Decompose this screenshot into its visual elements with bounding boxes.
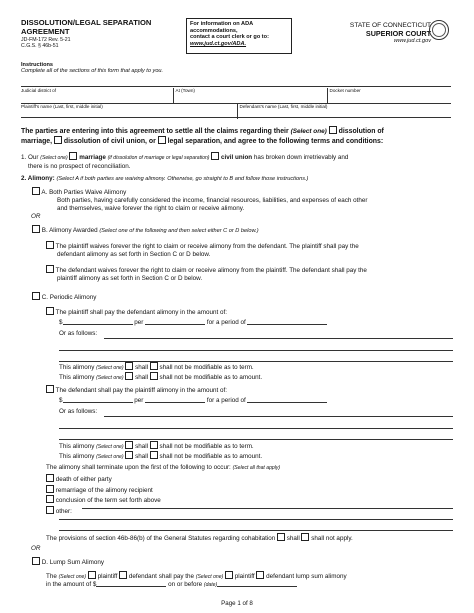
c1-amount-row: $ per for a period of — [59, 319, 384, 327]
option-b2-defendant-waives: The defendant waives forever the right to claim or receive alimony from the plaintiff. The defendant shall pay the plaintiff alimony as set forth in Section C or D below. — [46, 265, 456, 283]
term-other-line[interactable] — [82, 508, 453, 509]
c1-per-input[interactable] — [145, 319, 205, 325]
term-other-line-3[interactable] — [59, 530, 453, 531]
form-title: DISSOLUTION/LEGAL SEPARATION AGREEMENT — [21, 18, 152, 36]
dissolution-civil-union-checkbox[interactable] — [54, 136, 62, 144]
item-1-breakdown: 1. Our (Select one) marriage (if dissolution of marriage or legal separation) civil union has broken down irretrievably and there is no prospect of reconciliation. — [21, 154, 349, 170]
c1-plaintiff-pays: The plaintiff shall pay the defendant alimony in the amount of: — [46, 307, 227, 317]
court-header: STATE OF CONNECTICUT SUPERIOR COURT www.jud.ct.gov — [311, 22, 431, 45]
marriage-checkbox[interactable] — [69, 152, 77, 160]
c2-follows-line-2[interactable] — [59, 428, 453, 429]
lump-payer-defendant-checkbox[interactable] — [119, 571, 127, 579]
c1-checkbox[interactable] — [46, 307, 54, 315]
case-info-fields — [21, 86, 451, 118]
term-other-checkbox[interactable] — [46, 506, 54, 514]
cohab-shall-not-checkbox[interactable] — [301, 533, 309, 541]
lump-payee-defendant-checkbox[interactable] — [256, 571, 264, 579]
civil-union-checkbox[interactable] — [211, 152, 219, 160]
cohabitation-provision: The provisions of section 46b-86(b) of the General Statutes regarding cohabitation shall shall not apply. — [46, 535, 353, 542]
c2-modifiable-amount: This alimony (Select one) shall shall not be modifiable as to amount. — [59, 453, 263, 460]
state-seal-icon — [429, 20, 449, 40]
c2-defendant-pays: The defendant shall pay the plaintiff alimony in the amount of: — [46, 385, 227, 395]
c1-term-shall-not-checkbox[interactable] — [150, 362, 158, 370]
c2-amount-shall-not-checkbox[interactable] — [150, 451, 158, 459]
c1-amount-shall-checkbox[interactable] — [125, 372, 133, 380]
option-d-lump-sum: D. Lump Sum Alimony — [32, 557, 104, 567]
term-conclusion-checkbox[interactable] — [46, 495, 54, 503]
c2-amount-shall-checkbox[interactable] — [125, 451, 133, 459]
c2-follows-line[interactable] — [104, 416, 453, 417]
form-number: JD-FM-172 Rev. 5-21 C.G.S. § 46b-51 — [21, 37, 71, 50]
termination-options: death of either party remarriage of the alimony recipient conclusion of the term set forth above other: — [46, 474, 161, 517]
c1-modifiable-term: This alimony (Select one) shall shall not be modifiable as to term. — [59, 364, 254, 371]
option-a-waive: A. Both Parties Waive Alimony Both parties, having carefully considered the income, financial resources, liabilities, and expenses of each other and themselves, waive forever the right to claim or receive alimony. — [32, 187, 452, 212]
c1-follows-line[interactable] — [104, 338, 453, 339]
lump-date-input[interactable] — [217, 581, 297, 587]
judicial-district-field[interactable]: Judicial district of — [21, 88, 56, 93]
dissolution-marriage-checkbox[interactable] — [329, 126, 337, 134]
c2-amount-input[interactable] — [63, 397, 133, 403]
lump-sum-payer-row: The (Select one) plaintiff defendant shall pay the (Select one) plaintiff defendant lump sum alimony — [46, 573, 347, 580]
c1-amount-input[interactable] — [63, 319, 133, 325]
intro-paragraph: The parties are entering into this agreement to settle all the claims regarding their (Select one) dissolution of marriage, dissolution of civil union, or legal separation, and agree to the following terms and conditions: — [21, 128, 384, 146]
lump-sum-amount-row: in the amount of $ on or before (date) — [46, 581, 456, 590]
b2-checkbox[interactable] — [46, 265, 54, 273]
docket-number-field[interactable]: Docket number — [327, 88, 451, 103]
ada-notice: For information on ADA accommodations, contact a court clerk or go to: www.jud.ct.gov/ADA. — [186, 18, 292, 54]
term-remarriage-checkbox[interactable] — [46, 485, 54, 493]
item-2-alimony-heading: 2. Alimony: (Select A if both parties are waiving alimony. Otherwise, go straight to B and follow those instructions.) — [21, 175, 309, 182]
c1-modifiable-amount: This alimony (Select one) shall shall not be modifiable as to amount. — [59, 374, 263, 381]
c2-amount-row: $ per for a period of — [59, 397, 384, 405]
c2-period-input[interactable] — [247, 397, 327, 403]
c2-modifiable-term: This alimony (Select one) shall shall not be modifiable as to term. — [59, 443, 254, 450]
c2-term-shall-not-checkbox[interactable] — [150, 441, 158, 449]
town-field[interactable]: At (Town) — [173, 88, 327, 103]
termination-text: The alimony shall terminate upon the first of the following to occur: (Select all that apply) — [46, 464, 281, 471]
term-other-line-2[interactable] — [59, 519, 453, 520]
court-website[interactable]: www.jud.ct.gov — [393, 37, 431, 44]
c1-amount-shall-not-checkbox[interactable] — [150, 372, 158, 380]
c2-follows-line-3[interactable] — [59, 439, 453, 440]
lump-payer-plaintiff-checkbox[interactable] — [88, 571, 96, 579]
option-c-checkbox[interactable] — [32, 292, 40, 300]
lump-amount-input[interactable] — [96, 581, 166, 587]
c2-checkbox[interactable] — [46, 385, 54, 393]
legal-separation-checkbox[interactable] — [158, 136, 166, 144]
plaintiff-name-field[interactable]: Plaintiff's name (Last, first, middle initial) — [21, 104, 103, 109]
option-d-checkbox[interactable] — [32, 557, 40, 565]
option-b-awarded: B. Alimony Awarded (Select one of the following and then select either C or D below.) — [32, 225, 452, 236]
page-number: Page 1 of 8 — [221, 600, 253, 607]
ada-link[interactable]: www.jud.ct.gov/ADA. — [190, 40, 247, 47]
instructions: Instructions Complete all of the sections of this form that apply to you. — [21, 62, 164, 74]
option-b-checkbox[interactable] — [32, 225, 40, 233]
b1-checkbox[interactable] — [46, 241, 54, 249]
c1-period-input[interactable] — [247, 319, 327, 325]
c2-or-as-follows: Or as follows: — [59, 408, 98, 415]
or-separator-2: OR — [31, 545, 41, 552]
defendant-name-field[interactable]: Defendant's name (Last, first, middle initial) — [237, 104, 451, 119]
lump-payee-plaintiff-checkbox[interactable] — [225, 571, 233, 579]
cohab-shall-checkbox[interactable] — [277, 533, 285, 541]
c2-term-shall-checkbox[interactable] — [125, 441, 133, 449]
c1-follows-line-2[interactable] — [59, 350, 453, 351]
option-c-periodic: C. Periodic Alimony — [32, 292, 96, 302]
option-a-checkbox[interactable] — [32, 187, 40, 195]
c1-or-as-follows: Or as follows: — [59, 330, 98, 337]
option-b1-plaintiff-waives: The plaintiff waives forever the right to claim or receive alimony from the defendant. The plaintiff shall pay the defendant alimony as set forth in Section C or D below. — [46, 241, 456, 259]
c1-term-shall-checkbox[interactable] — [125, 362, 133, 370]
or-separator: OR — [31, 213, 41, 220]
c2-per-input[interactable] — [145, 397, 205, 403]
term-death-checkbox[interactable] — [46, 474, 54, 482]
